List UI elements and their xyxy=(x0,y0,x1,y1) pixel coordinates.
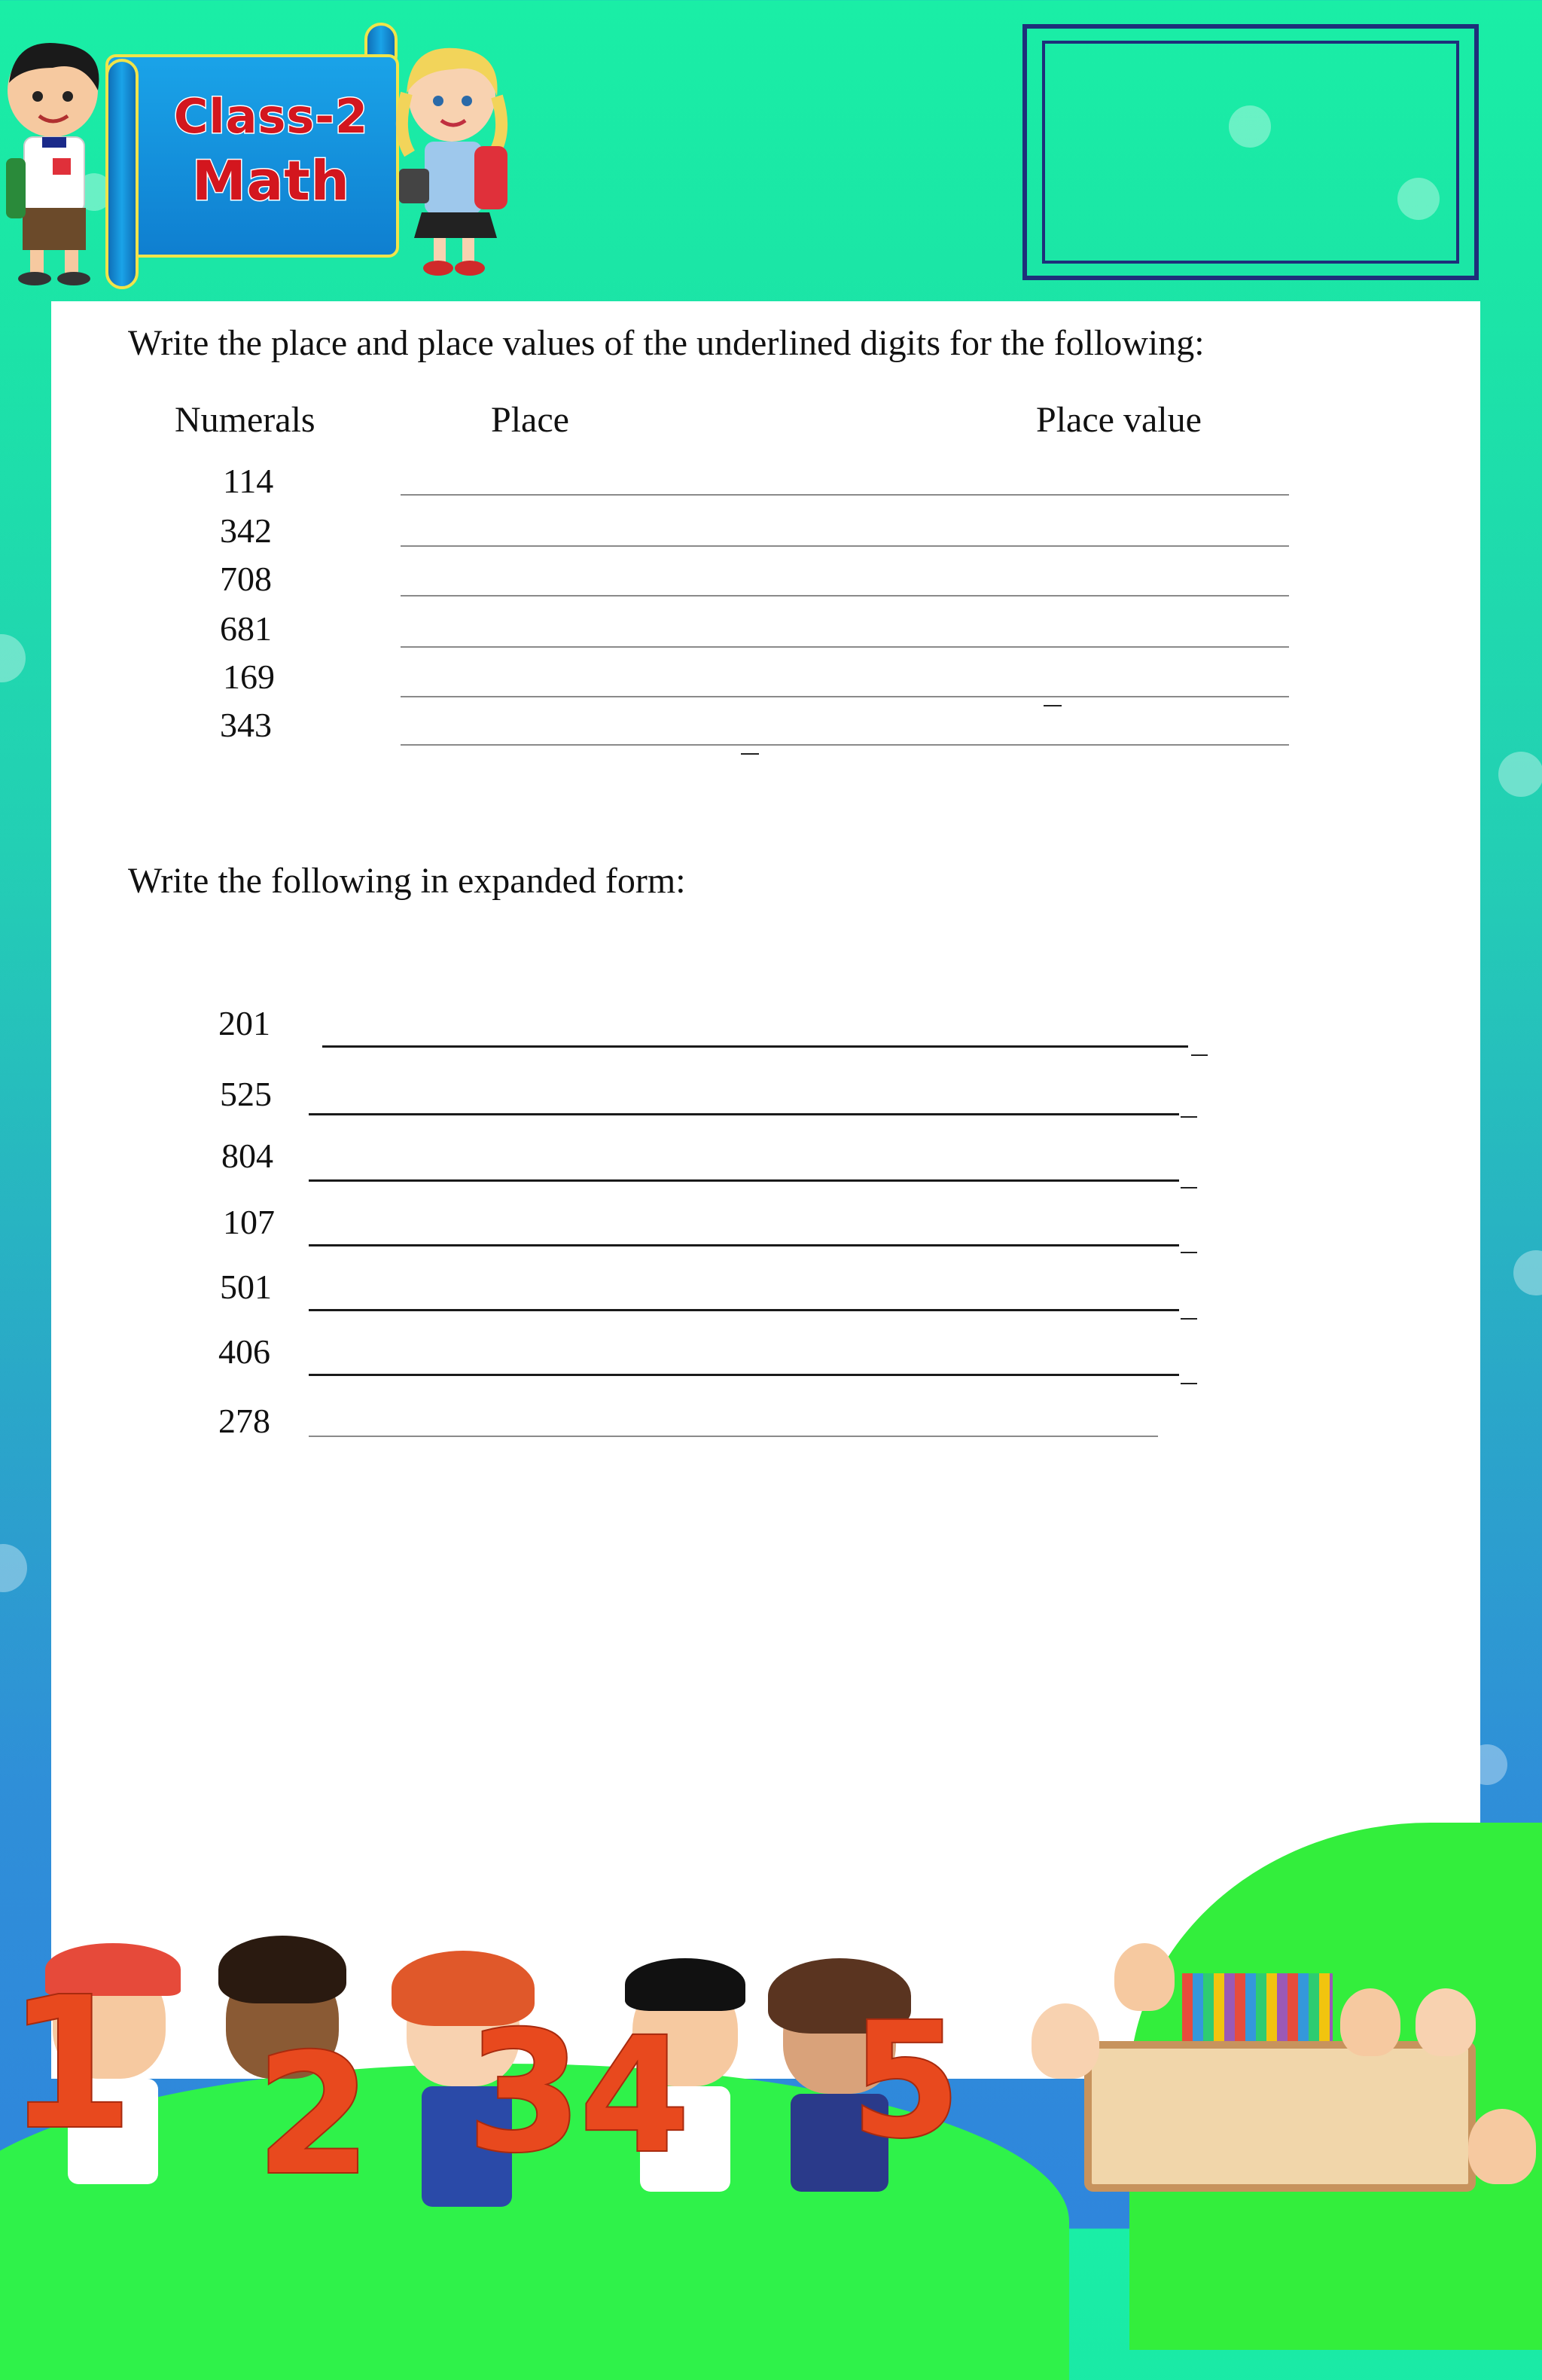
expanded-number-item: 804 xyxy=(221,1137,273,1175)
section2-instruction: Write the following in expanded form: xyxy=(128,861,686,901)
expanded-number-item: 525 xyxy=(220,1075,272,1113)
numeral-item: 114 xyxy=(223,462,274,500)
line-end-dash xyxy=(1181,1187,1197,1188)
line-end-dash xyxy=(1181,1252,1197,1253)
answer-line xyxy=(401,696,1289,697)
line-end-dash xyxy=(1181,1318,1197,1320)
numeral-item: 681 xyxy=(220,609,272,648)
answer-line xyxy=(401,545,1289,547)
background-bubble xyxy=(1498,752,1542,797)
stray-dash xyxy=(1044,705,1062,706)
line-end-dash xyxy=(1181,1383,1197,1384)
line-end-dash xyxy=(1191,1054,1208,1056)
decor-digit-3: 3 xyxy=(467,1996,583,2189)
answer-line xyxy=(309,1244,1179,1246)
stray-dash xyxy=(741,753,759,755)
numeral-item: 342 xyxy=(220,511,272,550)
kid-figure xyxy=(1114,1943,1175,2011)
answer-line xyxy=(309,1179,1179,1182)
section1-instruction: Write the place and place values of the underlined digits for the following: xyxy=(128,323,1205,363)
expanded-number-item: 406 xyxy=(218,1332,270,1371)
name-frame-inner xyxy=(1042,41,1459,264)
answer-line xyxy=(322,1045,1188,1048)
column-header-numerals: Numerals xyxy=(175,400,315,440)
numeral-item: 708 xyxy=(220,560,272,598)
column-header-place-value: Place value xyxy=(1036,400,1202,440)
books-row xyxy=(1182,1973,1333,2049)
expanded-number-item: 107 xyxy=(223,1203,275,1241)
wooden-board xyxy=(1084,2041,1476,2192)
numeral-item: 169 xyxy=(223,658,275,696)
background-bubble xyxy=(0,634,26,682)
boy-with-backpack-icon xyxy=(0,38,113,286)
numeral-item: 343 xyxy=(220,706,272,744)
kid-figure xyxy=(218,1936,346,2003)
expanded-number-item: 278 xyxy=(218,1402,270,1440)
girl-with-backpack-icon xyxy=(392,41,520,282)
banner-title-subject: Math xyxy=(192,149,350,212)
decor-digit-1: 1 xyxy=(8,1958,133,2169)
background-bubble xyxy=(0,1544,27,1592)
answer-line xyxy=(309,1374,1179,1376)
line-end-dash xyxy=(1181,1116,1197,1118)
kid-figure xyxy=(1468,2109,1536,2184)
kid-figure xyxy=(1340,1988,1400,2056)
banner-title-class: Class-2 xyxy=(173,89,369,144)
answer-line xyxy=(309,1309,1179,1311)
kid-figure xyxy=(1416,1988,1476,2056)
answer-line xyxy=(401,744,1289,746)
answer-line xyxy=(309,1436,1158,1437)
answer-line xyxy=(401,595,1289,597)
banner-scroll-roll xyxy=(105,59,139,289)
decor-digit-2: 2 xyxy=(256,2018,372,2211)
expanded-number-item: 501 xyxy=(220,1268,272,1306)
kid-figure xyxy=(1032,2003,1099,2079)
decor-digit-4: 4 xyxy=(580,2003,690,2188)
decor-digit-5: 5 xyxy=(851,1988,961,2173)
answer-line xyxy=(309,1113,1179,1115)
background-bubble xyxy=(1513,1250,1542,1295)
column-header-place: Place xyxy=(491,400,569,440)
answer-line xyxy=(401,646,1289,648)
expanded-number-item: 201 xyxy=(218,1004,270,1042)
answer-line xyxy=(401,494,1289,496)
